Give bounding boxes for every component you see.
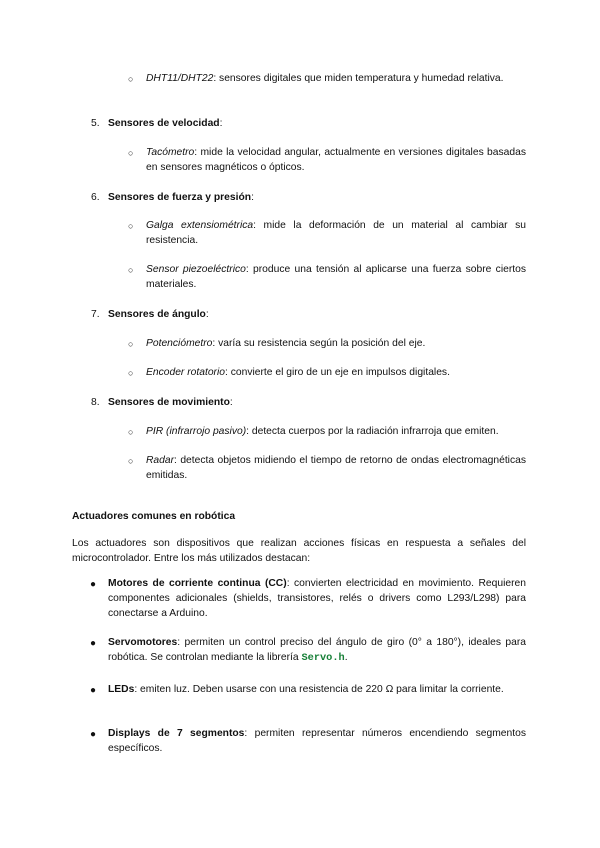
category-suffix: : <box>251 192 254 203</box>
category-suffix: : <box>219 118 223 129</box>
sub-bullet: ○ <box>128 221 134 231</box>
list-number: 8. <box>91 397 100 408</box>
actuator-item-servos <box>108 635 526 666</box>
section-heading: Actuadores comunes en robótica <box>72 511 236 522</box>
sub-item-desc: : produce una tensión al aplicarse una fuerza sobre ciertos materiales. <box>146 264 526 290</box>
category-heading <box>108 307 209 322</box>
sub-item-term: Galga extensiométrica <box>146 220 254 231</box>
list-number: 6. <box>91 192 100 203</box>
sub-item-galga <box>146 218 526 248</box>
actuator-desc: : permiten un control preciso del ángulo de giro (0° a 180°), ideales para robótica. Se controlan mediante la librería <box>108 637 526 663</box>
category-heading <box>108 395 233 410</box>
sub-item-dht <box>146 71 526 86</box>
category-heading <box>108 190 254 205</box>
category-suffix: : <box>229 397 233 408</box>
list-number: 7. <box>91 309 100 320</box>
sub-item-desc: : mide la deformación de un material al cambiar su resistencia. <box>146 220 526 246</box>
sub-item-term: Encoder rotatorio <box>146 367 225 378</box>
bullet-dot: ● <box>90 579 97 590</box>
actuator-desc: : permiten representar números encendiendo segmentos específicos. <box>108 728 526 754</box>
sub-item-tacometro <box>146 145 526 175</box>
sub-item-desc: : mide la velocidad angular, actualmente en versiones digitales basadas en sensores magnéticos o ópticos. <box>146 147 526 173</box>
sub-item-term: Tacómetro <box>146 147 195 158</box>
sub-item-potenciometro <box>146 336 526 351</box>
actuator-item-motors <box>108 576 526 621</box>
bullet-dot: ● <box>90 729 97 740</box>
sub-item-encoder <box>146 365 526 380</box>
sub-item-desc: : convierte el giro de un eje en impulsos digitales. <box>225 367 450 378</box>
sub-bullet: ○ <box>128 339 134 349</box>
sub-item-pir <box>146 424 526 439</box>
actuator-name: Displays de 7 segmentos <box>108 728 245 739</box>
category-name: Sensores de fuerza y presión <box>108 192 252 203</box>
actuator-name: LEDs <box>108 684 135 695</box>
sub-bullet: ○ <box>128 456 134 466</box>
actuator-name: Motores de corriente continua (CC) <box>108 578 287 589</box>
actuator-desc-end: . <box>344 652 348 663</box>
sub-bullet: ○ <box>128 265 134 275</box>
sub-item-term: DHT11/DHT22 <box>146 73 214 84</box>
sub-bullet: ○ <box>128 368 134 378</box>
actuator-item-displays <box>108 726 526 756</box>
sub-bullet: ○ <box>128 427 134 437</box>
category-name: Sensores de velocidad <box>108 118 220 129</box>
section-intro: Los actuadores son dispositivos que realizan acciones físicas en respuesta a señales del microcontrolador. Entre los más utilizados destacan: <box>72 538 526 564</box>
sub-item-desc: : sensores digitales que miden temperatura y humedad relativa. <box>213 73 504 84</box>
actuator-item-leds <box>108 682 526 697</box>
sub-item-term: Sensor piezoeléctrico <box>146 264 246 275</box>
category-suffix: : <box>205 309 209 320</box>
sub-bullet: ○ <box>128 74 134 84</box>
bullet-dot: ● <box>90 685 97 696</box>
sub-item-term: Potenciómetro <box>146 338 213 349</box>
sub-item-term: PIR (infrarrojo pasivo) <box>146 426 247 437</box>
category-heading <box>108 116 222 131</box>
code-snippet: Servo.h <box>301 652 345 664</box>
category-name: Sensores de ángulo <box>108 309 206 320</box>
sub-item-desc: : detecta cuerpos por la radiación infrarroja que emiten. <box>246 426 499 437</box>
sub-item-radar <box>146 453 526 483</box>
sub-item-desc: : detecta objetos midiendo el tiempo de retorno de ondas electromagnéticas emitidas. <box>146 455 526 481</box>
actuator-desc: : convierten electricidad en movimiento. Requieren componentes adicionales (shields, transistores, relés o drivers como L293/L298) para conectarse a Arduino. <box>108 578 527 619</box>
actuator-name: Servomotores <box>108 637 178 648</box>
sub-item-desc: : varía su resistencia según la posición del eje. <box>212 338 426 349</box>
bullet-dot: ● <box>90 638 97 649</box>
sub-item-piezo <box>146 262 526 292</box>
list-number: 5. <box>91 118 100 129</box>
sub-bullet: ○ <box>128 148 134 158</box>
actuator-desc: : emiten luz. Deben usarse con una resistencia de 220 Ω para limitar la corriente. <box>134 684 504 695</box>
sub-item-term: Radar <box>146 455 175 466</box>
category-name: Sensores de movimiento <box>108 397 230 408</box>
